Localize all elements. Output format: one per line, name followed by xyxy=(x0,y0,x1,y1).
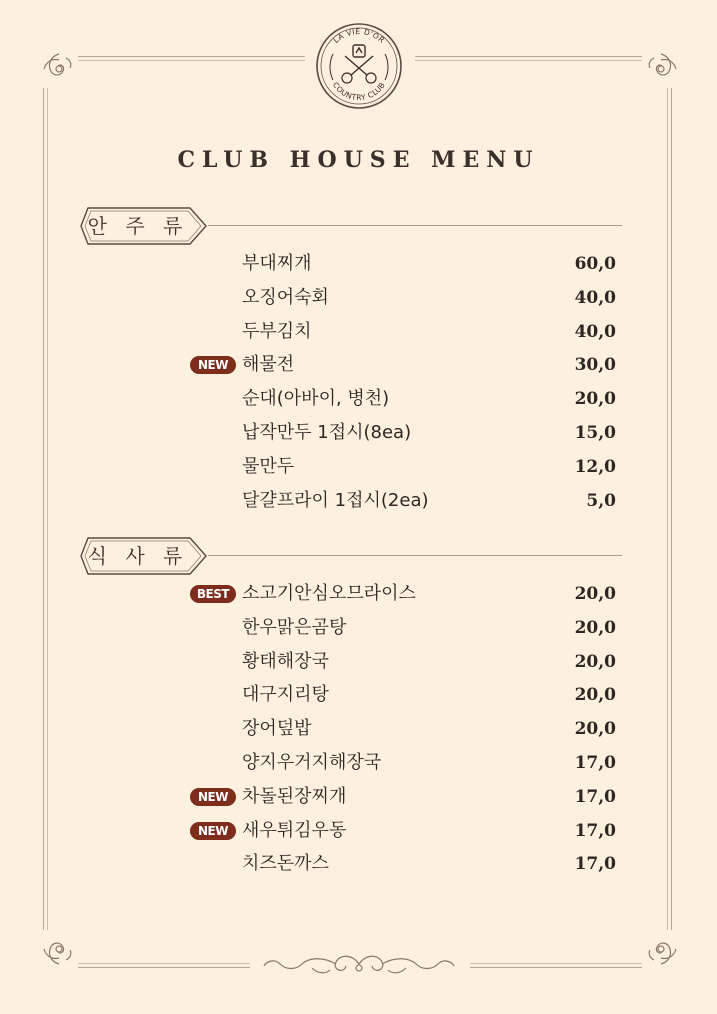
menu-item xyxy=(190,748,616,778)
new-badge: NEW xyxy=(190,356,236,374)
menu-item-name: 부대찌개 xyxy=(242,253,312,274)
menu-item-price: 20,0 xyxy=(574,685,616,706)
menu-item-price: 40,0 xyxy=(574,287,616,308)
menu-item xyxy=(190,714,616,744)
menu-item-name: 오징어숙회 xyxy=(242,286,329,308)
menu-item-price: 15,0 xyxy=(574,423,616,443)
best-badge: BEST xyxy=(190,585,236,603)
section-divider xyxy=(208,555,622,556)
corner-ornament-bottom-left-icon xyxy=(40,930,78,968)
menu-item xyxy=(190,613,616,643)
menu-item-price: 60,0 xyxy=(574,254,616,274)
menu-item-price: 20,0 xyxy=(574,389,616,410)
menu-item-price: 12,0 xyxy=(574,456,616,477)
menu-item-price: 20,0 xyxy=(574,617,616,638)
menu-item-price: 20,0 xyxy=(574,719,616,740)
menu-item-name: 순대(아바이, 병천) xyxy=(242,388,390,410)
menu-item xyxy=(190,418,616,448)
menu-item-price: 20,0 xyxy=(574,651,616,672)
menu-item-name: 황태해장국 xyxy=(242,650,329,672)
menu-item-name: 두부김치 xyxy=(242,320,312,342)
new-badge: NEW xyxy=(190,788,236,806)
section-label: 식 사 류 xyxy=(87,544,189,568)
section-tag xyxy=(80,536,208,576)
menu-item-name: 장어덮밥 xyxy=(242,718,312,740)
menu-item xyxy=(190,816,616,846)
bottom-flourish-icon xyxy=(262,948,456,980)
menu-item-name: 양지우거지해장국 xyxy=(242,752,382,773)
menu-item xyxy=(190,350,616,380)
corner-ornament-top-left-icon xyxy=(40,50,78,88)
menu-item xyxy=(190,579,616,609)
menu-item-name: 한우맑은곰탕 xyxy=(242,616,347,638)
menu-item-name: 달걀프라이 1접시(2ea) xyxy=(242,489,429,511)
menu-title: CLUB HOUSE MENU xyxy=(177,147,540,173)
menu-item-name: 치즈돈까스 xyxy=(242,853,329,875)
menu-item-price: 40,0 xyxy=(574,321,616,342)
logo-top-text: LA VIE D'OR xyxy=(331,26,387,46)
menu-item-price: 17,0 xyxy=(574,820,616,841)
menu-item-name: 물만두 xyxy=(242,455,295,477)
menu-item-price: 30,0 xyxy=(574,355,616,376)
menu-item xyxy=(190,647,616,677)
menu-item-name: 해물전 xyxy=(242,354,295,376)
section-tag xyxy=(80,206,208,246)
menu-item-price: 20,0 xyxy=(574,584,616,604)
menu-item-name: 새우튀김우동 xyxy=(242,819,347,841)
menu-item-price: 5,0 xyxy=(586,490,616,511)
section-divider xyxy=(208,225,622,226)
menu-item-name: 대구지리탕 xyxy=(242,684,329,706)
logo-bottom-text: COUNTRY CLUB xyxy=(330,80,388,103)
menu-item-price: 17,0 xyxy=(574,786,616,807)
menu-item-name: 납작만두 1접시(8ea) xyxy=(242,422,412,443)
club-logo-icon xyxy=(313,20,405,112)
menu-item xyxy=(190,486,616,516)
menu-item-price: 17,0 xyxy=(574,753,616,773)
menu-item-name: 소고기안심오므라이스 xyxy=(242,583,416,604)
new-badge: NEW xyxy=(190,822,236,840)
menu-item xyxy=(190,849,616,879)
corner-ornament-bottom-right-icon xyxy=(642,930,680,968)
menu-item-price: 17,0 xyxy=(574,854,616,875)
menu-item xyxy=(190,317,616,347)
corner-ornament-top-right-icon xyxy=(642,50,680,88)
menu-item xyxy=(190,384,616,414)
menu-item xyxy=(190,452,616,482)
menu-item-name: 차돌된장찌개 xyxy=(242,785,347,807)
menu-item xyxy=(190,680,616,710)
menu-item xyxy=(190,283,616,313)
section-label: 안 주 류 xyxy=(87,214,189,238)
menu-item xyxy=(190,782,616,812)
menu-item xyxy=(190,249,616,279)
